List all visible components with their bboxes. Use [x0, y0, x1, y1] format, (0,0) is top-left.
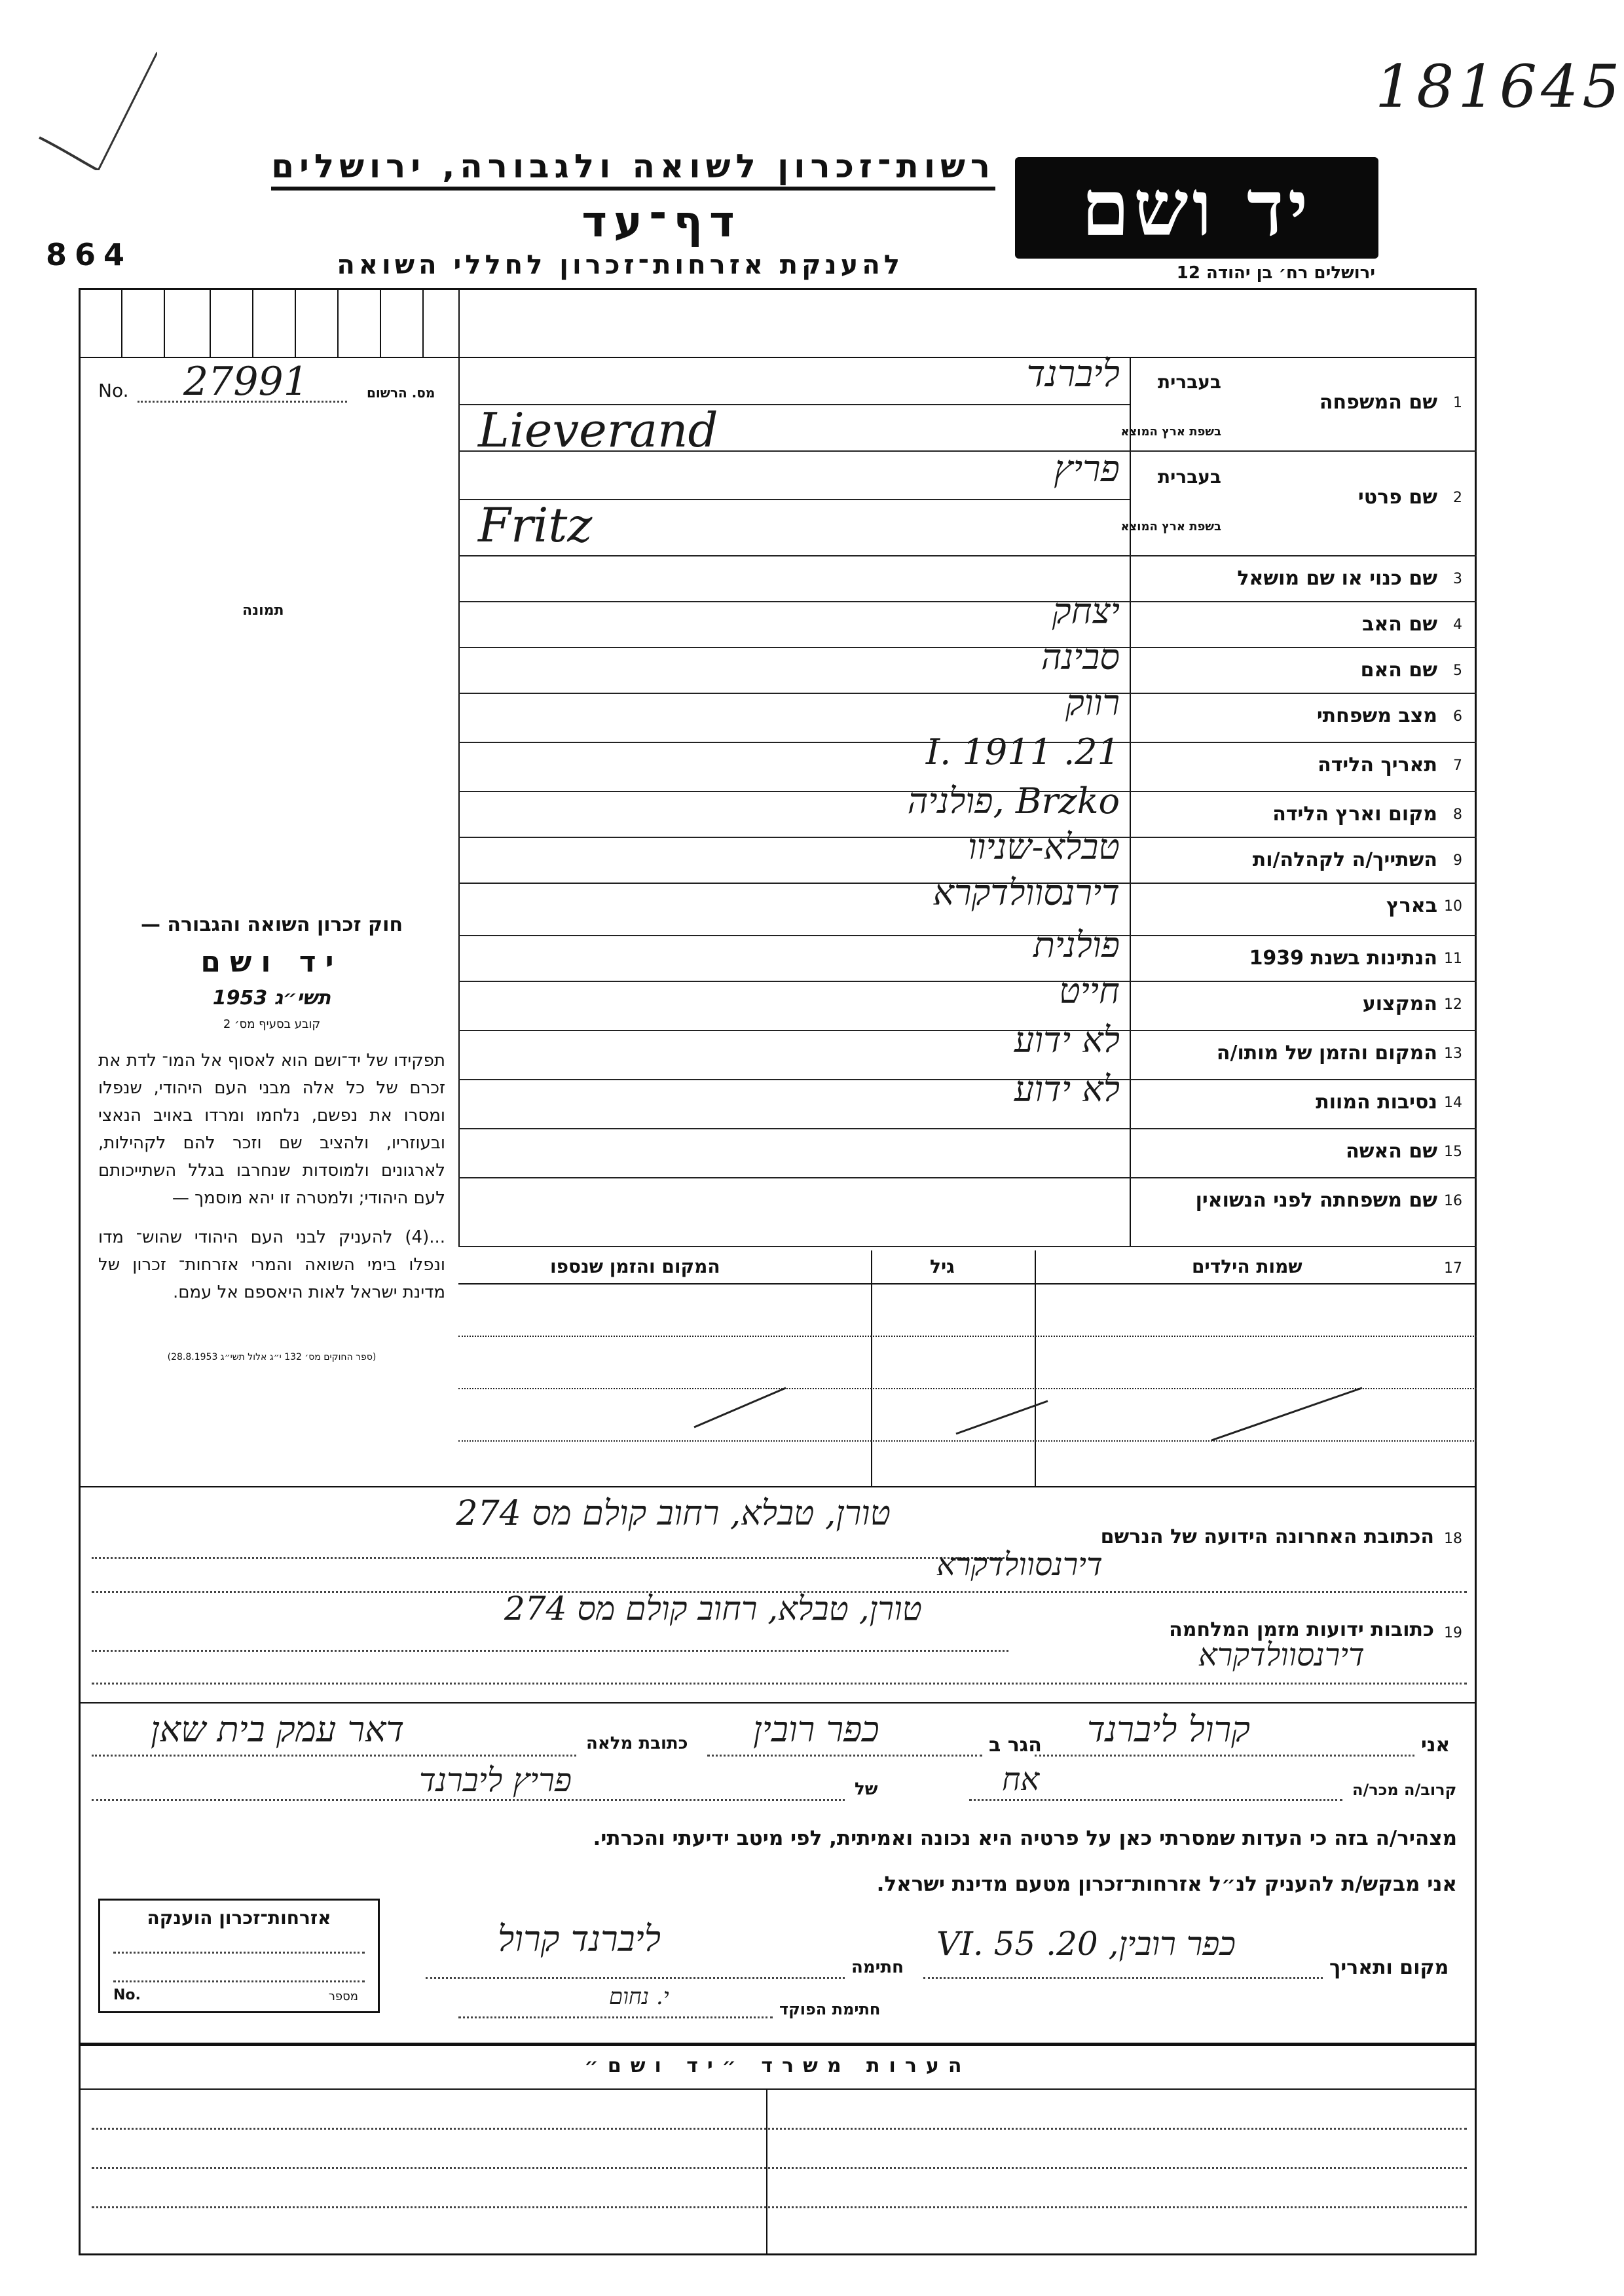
law-paragraph-2: ...(4) להעניק לבני העם היהודי שהוש־ מדו ונפלו בימי השואה והמרי אזרחות־ זכרון של מדינת ישראל לאות היאספם אל עמם. [98, 1228, 445, 1302]
archive-number: 181645 [1375, 52, 1624, 121]
field-number: 9 [1453, 852, 1462, 869]
of-value: פריץ ליברנד [419, 1761, 572, 1799]
field-row-12 [458, 970, 1477, 1031]
full-address-label: כתובת מלאה [586, 1734, 688, 1753]
children-place-header: המקום והזמן שנספו [550, 1256, 720, 1277]
check-mark-icon [26, 39, 157, 170]
field-sublabel-origin: בשפת ארץ המוצא [1120, 425, 1221, 439]
field-value: סבינה [1041, 636, 1120, 678]
law-name: יד ושם [200, 945, 343, 979]
relative-label: קרוב/ה מכר/ה [1352, 1781, 1457, 1799]
field-label: שם פרטי [1357, 486, 1437, 509]
field-value: לא ידוע [1014, 1068, 1120, 1110]
law-section [98, 913, 445, 1362]
law-year: תשי״ג 1953 [212, 987, 331, 1010]
field-18-value-2: דירנסוולדקרא [936, 1546, 1103, 1583]
field-label: שם משפחתה לפני הנשואין [1195, 1189, 1437, 1212]
declarant-label: אני [1421, 1734, 1450, 1757]
logo-text: יד ושם [1081, 162, 1312, 253]
officer-signature-label: חתימת הפוקד [779, 2000, 881, 2018]
field-number: 14 [1444, 1095, 1462, 1111]
place-date-value: כפר רובין, 20. VI. 55 [936, 1925, 1236, 1963]
field-value: טבלא-שניוו [967, 826, 1120, 867]
side-number: 864 [46, 237, 133, 272]
field-value: פולנית [1033, 924, 1120, 966]
citizenship-box-title: אזרחות־זכרון הוענקה [147, 1907, 331, 1929]
declaration-request: אני מבקש/ת להעניק לנ״ל אזרחות־זכרון מטעם מדינת ישראל. [876, 1872, 1457, 1896]
signature-value: ליברנד קרול [498, 1918, 661, 1959]
field-row-15 [458, 1129, 1477, 1178]
field-row-5 [458, 636, 1477, 694]
field-value: חייט [1059, 970, 1120, 1011]
field-label: מצב משפחתי [1316, 704, 1437, 727]
field-label: שם כנוי או שם מושאל [1237, 567, 1437, 590]
field-label: המקום והזמן של מותו/ה [1216, 1042, 1437, 1065]
form-subtitle: להענקת אזרחות־זכרון לחללי השואה [337, 250, 904, 280]
field-label: תאריך הלידה [1318, 754, 1437, 776]
law-section-ref: קובע בסעיף מס׳ 2 [223, 1017, 321, 1031]
children-age-header: גיל [930, 1256, 955, 1277]
signature-label: חתימה [851, 1958, 904, 1977]
field-row-1 [458, 353, 1477, 458]
field-number: 15 [1444, 1144, 1462, 1160]
authority-name: רשות־זכרון לשואה ולגבורה, ירושלים [271, 147, 995, 191]
law-title: חוק זכרון השואה והגבורה — [140, 913, 403, 936]
officer-signature-value: י. נחום [609, 1984, 669, 2010]
field-label: שם האשה [1346, 1140, 1437, 1163]
children-strike-marks [458, 1336, 1477, 1467]
field-number: 2 [1453, 490, 1462, 506]
yad-vashem-logo [1015, 157, 1378, 259]
field-number: 6 [1453, 708, 1462, 725]
relation-value: אח [1002, 1761, 1040, 1798]
field-value: 21. I. 1911 [925, 731, 1120, 773]
field-value: פריץ [1054, 448, 1120, 490]
field-18-number: 18 [1444, 1531, 1462, 1547]
field-number: 16 [1444, 1193, 1462, 1209]
citizenship-number-label: מספר [328, 1990, 358, 2003]
yad-vashem-address: ירושלים רח׳ בן יהודה 12 [1176, 263, 1375, 283]
field-row-3 [458, 556, 1477, 602]
declarant-name: קרול ליברנד [1087, 1709, 1251, 1750]
children-names-header: שמות הילדים [1192, 1256, 1302, 1277]
field-18-value: טורן, טבלא, רחוב קולם מס 274 [456, 1494, 891, 1533]
field-19-value: טורן, טבלא, רחוב קולם מס 274 [504, 1590, 922, 1628]
field-value: יצחק [1052, 591, 1120, 632]
field-number: 10 [1444, 898, 1462, 915]
field-value: רווק [1065, 682, 1120, 723]
field-row-13 [458, 1019, 1477, 1080]
field-18-label: הכתובת האחרונה הידועה של הנרשם [1100, 1525, 1434, 1548]
field-value: ליברנד [1026, 353, 1120, 395]
field-number: 4 [1453, 617, 1462, 633]
registration-label: מס. הרשום [367, 385, 435, 401]
declaration-statement: מצהיר/ה בזה כי העדות שמסרתי כאן על פרטיה היא נכונה ואמיתית, לפי מיטב ידיעתי והכרתי. [593, 1827, 1457, 1850]
law-footnote: (ספר החוקים מס׳ 132 י״ג אלול תשי״ג 28.8.1953) [167, 1352, 377, 1362]
field-row-11 [458, 924, 1477, 982]
field-label: שם האם [1360, 659, 1437, 682]
form-title: דף־עד [581, 196, 741, 247]
office-notes-title: הערות משרד ״יד ושם״ [584, 2054, 971, 2077]
full-address-value: דאר עמק בית שאן [151, 1709, 405, 1750]
field-sublabel-origin: בשפת ארץ המוצא [1120, 520, 1221, 534]
field-19-value-2: דירנסוולדקרא [1198, 1637, 1365, 1673]
field-number: 11 [1444, 951, 1462, 967]
field-label: שם המשפחה [1319, 391, 1437, 414]
resident-label: הגר ב [989, 1734, 1042, 1757]
field-value: Brzko ,פולניה [907, 780, 1120, 822]
field-label: מקום וארץ הלידה [1272, 803, 1437, 826]
field-17-number: 17 [1444, 1260, 1462, 1277]
field-row-4 [458, 591, 1477, 648]
field-number: 7 [1453, 757, 1462, 774]
field-row-2 [458, 448, 1477, 556]
registration-no-label: No. [98, 380, 129, 401]
field-row-14 [458, 1068, 1477, 1129]
field-number: 8 [1453, 807, 1462, 823]
field-label: המקצוע [1362, 993, 1437, 1015]
field-number: 12 [1444, 996, 1462, 1013]
field-row-16 [458, 1178, 1477, 1247]
law-paragraph-1: תפקידו של יד־ושם הוא לאסוף אל המו־ לדת את זכרם של כל אלה מבני העם היהודי, שנפלו ומסרו את נפשם, נלחמו ומרדו באויב הנאצי ובעוזריו, ולהציב שם וזכר להם לקהילות, לארגונים ולמוסדות שנחרבו בגלל השתייכותם לעם היהודי; ולמטרה זו יהא מוסמך — [98, 1051, 445, 1208]
photo-label: תמונה [242, 602, 284, 619]
field-label: הנתינות בשנת 1939 [1249, 947, 1437, 970]
registration-number: 27991 [183, 359, 308, 405]
field-19-label: כתובות ידועות מזמן המלחמה [1169, 1618, 1434, 1641]
field-number: 1 [1453, 395, 1462, 411]
field-value: לא ידוע [1014, 1019, 1120, 1061]
field-label: בארץ [1386, 894, 1437, 917]
resident-value: כפר רובין [753, 1709, 879, 1750]
field-sublabel-hebrew: בעברית [1157, 371, 1221, 393]
field-value-origin: Fritz [478, 498, 593, 553]
citizenship-no-label: No. [113, 1987, 141, 2003]
place-date-label: מקום ותאריך [1329, 1956, 1449, 1979]
citizenship-box [98, 1899, 380, 2013]
field-label: שם האב [1362, 613, 1437, 636]
field-number: 13 [1444, 1046, 1462, 1062]
field-label: השתייך/ה לקהלה/ות [1252, 848, 1437, 871]
field-value: דירנסוולדקרא [932, 872, 1120, 913]
field-label: נסיבות המוות [1316, 1091, 1437, 1114]
field-19-number: 19 [1444, 1625, 1462, 1641]
field-value-origin: Lieverand [478, 403, 718, 458]
of-label: של [855, 1779, 878, 1799]
field-sublabel-hebrew: בעברית [1157, 466, 1221, 488]
field-row-10 [458, 872, 1477, 936]
field-number: 3 [1453, 571, 1462, 587]
field-number: 5 [1453, 663, 1462, 679]
